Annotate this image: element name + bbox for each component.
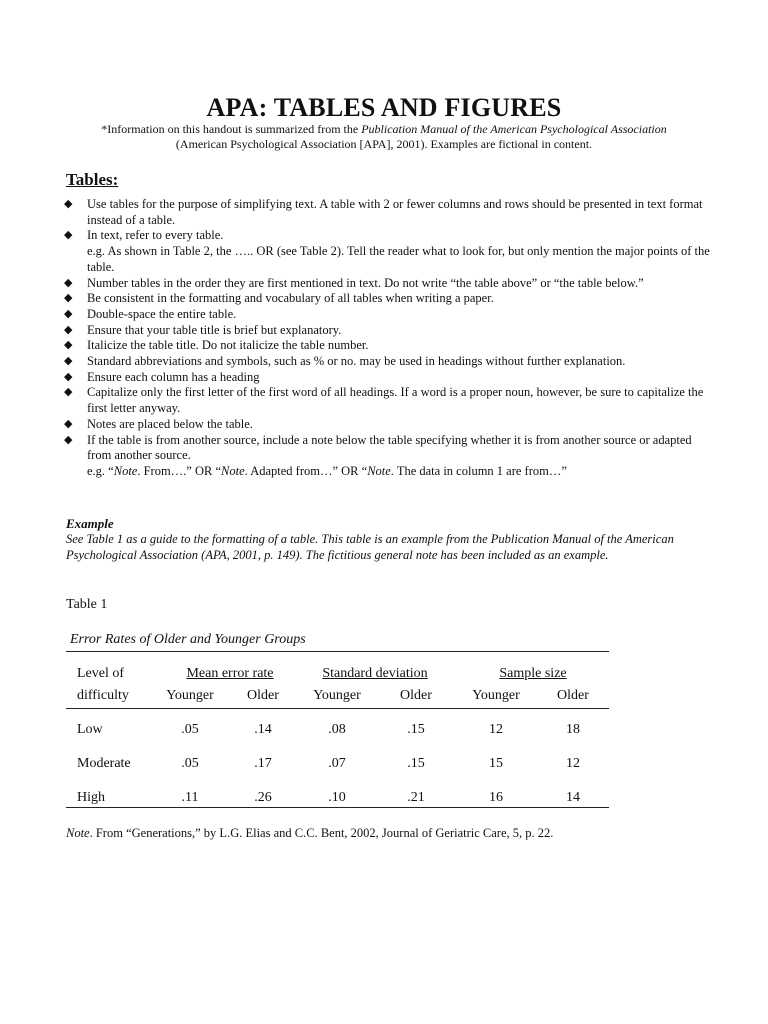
diamond-bullet-icon: ◆	[64, 339, 73, 352]
example-text: See Table 1 as a guide to the formatting of a table. This table is an example from the Publication Manual of the American Psychological Association (APA, 2001, p. 149). The fictitious general note has been included as an example.	[66, 532, 674, 562]
list-item: ◆ In text, refer to every table. e.g. As shown in Table 2, the ….. OR (see Table 2). Tell the reader what to look for, but only mention the major points of the table.	[64, 228, 714, 275]
diamond-bullet-icon: ◆	[64, 323, 73, 336]
table-cell: .08	[328, 722, 346, 737]
list-item: ◆ Capitalize only the first letter of the first word of all headings. If a word is a proper noun, however, be sure to capitalize the first letter anyway.	[64, 385, 704, 416]
example-heading: Example	[66, 516, 114, 531]
table-row-label: Low	[77, 722, 103, 737]
page-title: APA: TABLES AND FIGURES	[206, 93, 562, 122]
list-item: ◆ Use tables for the purpose of simplifying text. A table with 2 or fewer columns and rows should be presented in text format instead of a table.	[64, 197, 703, 227]
table-cell: .11	[181, 790, 199, 805]
list-item: ◆ Ensure each column has a heading	[64, 369, 260, 384]
table-row-label: Moderate	[77, 756, 131, 771]
table-top-rule	[66, 651, 609, 652]
table-header-rule	[66, 708, 609, 709]
table-cell: .21	[407, 790, 425, 805]
example-in-text: e.g. As shown in Table 2, the ….. OR (see Table 2). Tell the reader what to look for, but only mention the major points of the table.	[87, 244, 710, 274]
diamond-bullet-icon: ◆	[64, 229, 73, 242]
table-cell: .05	[181, 722, 199, 737]
diamond-bullet-icon: ◆	[64, 355, 73, 368]
list-item: ◆ If the table is from another source, include a note below the table specifying whether it is from another source or adapted from another source. e.g. “Note. From….” OR “Note. Adapted from…” OR “Note. The data in column 1 are from…”	[64, 433, 714, 480]
column-header: Older	[247, 688, 279, 703]
note-label: Note	[66, 826, 90, 840]
table-cell: .14	[254, 722, 272, 737]
table-cell: .26	[254, 790, 272, 805]
table-cell: 18	[566, 722, 580, 737]
tables-heading: Tables:	[66, 170, 119, 189]
table-cell: .05	[181, 756, 199, 771]
group-header-sample-size: Sample size	[499, 666, 567, 681]
group-header-standard-deviation: Standard deviation	[322, 666, 428, 681]
stub-header-line1: Level of	[77, 666, 125, 681]
column-header: Younger	[472, 688, 520, 703]
diamond-bullet-icon: ◆	[64, 292, 73, 305]
list-item: ◆ Notes are placed below the table.	[64, 416, 253, 431]
note-text: . From “Generations,” by L.G. Elias and C.C. Bent, 2002, Journal of Geriatric Care, 5, p. 22.	[89, 826, 554, 840]
stub-header-line2: difficulty	[77, 688, 129, 703]
tables-bullet-list	[64, 197, 714, 480]
table-cell: .15	[407, 722, 425, 737]
diamond-bullet-icon: ◆	[64, 370, 73, 383]
table-cell: 12	[489, 722, 503, 737]
example-source-note: e.g. “Note. From….” OR “Note. Adapted from…” OR “Note. The data in column 1 are from…”	[87, 463, 567, 478]
list-item: ◆ Be consistent in the formatting and vocabulary of all tables when writing a paper.	[64, 291, 494, 306]
column-header: Older	[400, 688, 432, 703]
table-label: Table 1	[66, 597, 108, 612]
table-cell: 12	[566, 756, 580, 771]
table-cell: 16	[489, 790, 503, 805]
table-cell: 14	[566, 790, 580, 805]
table-row-label: High	[77, 790, 105, 805]
intro-line-2: (American Psychological Association [APA], 2001). Examples are fictional in content.	[175, 137, 593, 151]
diamond-bullet-icon: ◆	[64, 307, 73, 320]
list-item: ◆ Italicize the table title. Do not italicize the table number.	[64, 338, 369, 353]
list-item: ◆ Number tables in the order they are first mentioned in text. Do not write “the table above” or “the table below.”	[64, 275, 644, 290]
table-cell: .17	[254, 756, 272, 771]
table-title: Error Rates of Older and Younger Groups	[70, 632, 306, 647]
column-header: Younger	[166, 688, 214, 703]
table-cell: .10	[328, 790, 346, 805]
diamond-bullet-icon: ◆	[64, 198, 73, 210]
intro-text	[0, 122, 768, 152]
intro-prefix: *Information on this handout is summarized from the	[101, 122, 362, 136]
column-header: Older	[557, 688, 589, 703]
diamond-bullet-icon: ◆	[64, 433, 73, 446]
diamond-bullet-icon: ◆	[64, 417, 73, 430]
diamond-bullet-icon: ◆	[64, 386, 73, 399]
list-item: ◆ Standard abbreviations and symbols, such as % or no. may be used in headings without further explanation.	[64, 354, 626, 369]
list-item: ◆ Double-space the entire table.	[64, 306, 237, 321]
table-cell: .15	[407, 756, 425, 771]
diamond-bullet-icon: ◆	[64, 276, 73, 289]
table-note	[66, 826, 553, 841]
table-cell: .07	[328, 756, 346, 771]
table-cell: 15	[489, 756, 503, 771]
table-bottom-rule	[66, 807, 609, 808]
list-item: ◆ Ensure that your table title is brief but explanatory.	[64, 322, 342, 337]
manual-title: Publication Manual of the American Psychological Association	[361, 122, 667, 136]
column-header: Younger	[313, 688, 361, 703]
group-header-mean-error-rate: Mean error rate	[186, 666, 274, 681]
